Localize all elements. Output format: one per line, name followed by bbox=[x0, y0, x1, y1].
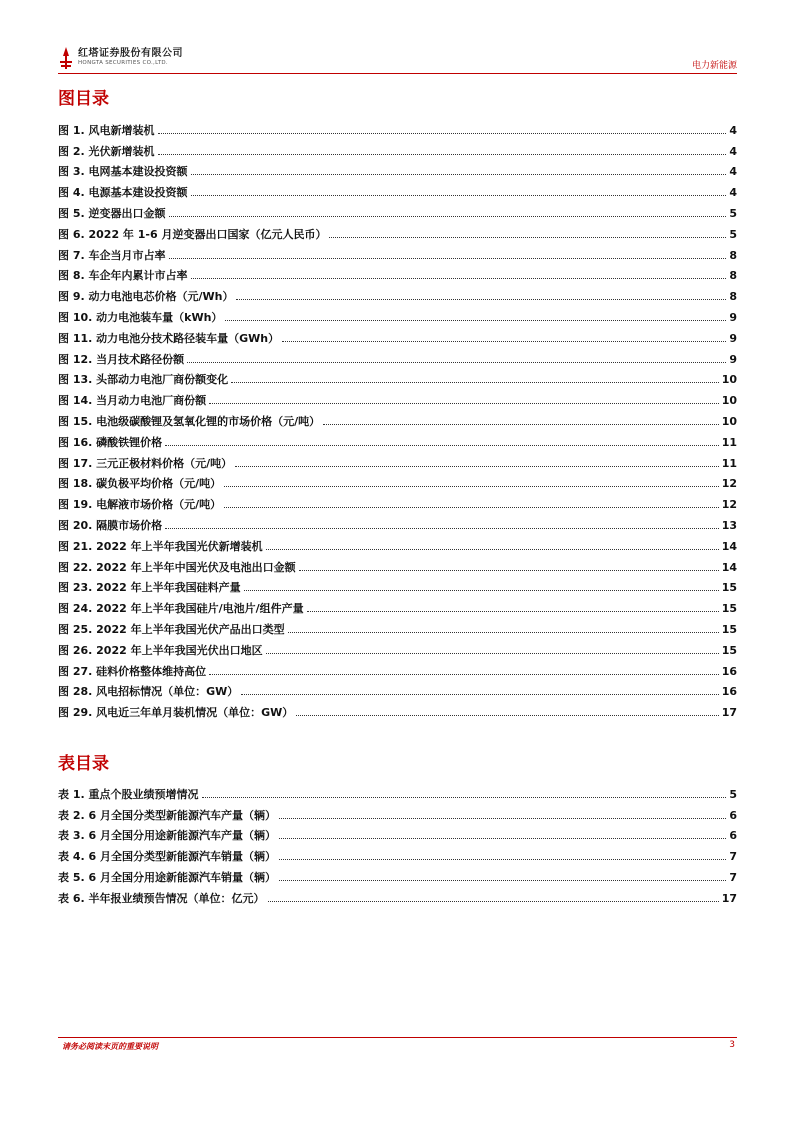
toc-entry-page: 10 bbox=[721, 373, 737, 387]
toc-leader-dots bbox=[266, 653, 719, 654]
figure-toc-entry[interactable] bbox=[58, 638, 737, 659]
toc-entry-label: 图 9. 动力电池电芯价格（元/Wh） bbox=[58, 290, 234, 304]
toc-leader-dots bbox=[296, 715, 718, 716]
toc-entry-page: 11 bbox=[721, 456, 737, 470]
tables-toc-title: 表目录 bbox=[58, 754, 109, 774]
toc-entry-label: 图 5. 逆变器出口金额 bbox=[58, 206, 166, 220]
toc-entry-page: 4 bbox=[729, 123, 737, 137]
toc-leader-dots bbox=[209, 674, 719, 675]
toc-entry-label: 图 14. 当月动力电池厂商份额 bbox=[58, 394, 207, 408]
page-number: 3 bbox=[729, 1040, 735, 1050]
toc-entry-page: 5 bbox=[729, 206, 737, 220]
toc-leader-dots bbox=[299, 570, 719, 571]
company-logo bbox=[58, 44, 183, 72]
toc-entry-label: 表 3. 6 月全国分用途新能源汽车产量（辆） bbox=[58, 829, 276, 843]
figure-toc-entry[interactable] bbox=[58, 596, 737, 617]
figure-toc-entry[interactable] bbox=[58, 264, 737, 285]
toc-leader-dots bbox=[165, 528, 719, 529]
toc-leader-dots bbox=[165, 445, 719, 446]
toc-entry-page: 8 bbox=[729, 290, 737, 304]
toc-entry-label: 表 6. 半年报业绩预告情况（单位：亿元） bbox=[58, 891, 265, 905]
toc-leader-dots bbox=[329, 237, 726, 238]
toc-entry-label: 图 11. 动力电池分技术路径装车量（GWh） bbox=[58, 331, 280, 345]
figure-toc-entry[interactable] bbox=[58, 617, 737, 638]
figure-toc-entry[interactable] bbox=[58, 492, 737, 513]
toc-leader-dots bbox=[279, 838, 726, 839]
toc-leader-dots bbox=[279, 859, 726, 860]
toc-entry-page: 16 bbox=[721, 685, 737, 699]
figure-toc-entry[interactable] bbox=[58, 659, 737, 680]
toc-entry-page: 9 bbox=[729, 352, 737, 366]
figure-toc-entry[interactable] bbox=[58, 700, 737, 721]
figure-toc-entry[interactable] bbox=[58, 347, 737, 368]
company-name-en: HONGTA SECURITIES CO.,LTD. bbox=[78, 60, 168, 67]
toc-entry-page: 14 bbox=[721, 539, 737, 553]
figure-toc-entry[interactable] bbox=[58, 409, 737, 430]
report-section: 电力新能源 bbox=[691, 61, 737, 71]
figure-toc-entry[interactable] bbox=[58, 680, 737, 701]
toc-leader-dots bbox=[169, 216, 727, 217]
figures-toc-title: 图目录 bbox=[58, 89, 109, 109]
toc-entry-label: 图 17. 三元正极材料价格（元/吨） bbox=[58, 456, 233, 470]
toc-leader-dots bbox=[158, 133, 727, 134]
toc-entry-label: 图 3. 电网基本建设投资额 bbox=[58, 165, 188, 179]
toc-leader-dots bbox=[236, 299, 726, 300]
figure-toc-entry[interactable] bbox=[58, 180, 737, 201]
toc-entry-page: 14 bbox=[721, 560, 737, 574]
figure-toc-entry[interactable] bbox=[58, 201, 737, 222]
figure-toc-entry[interactable] bbox=[58, 555, 737, 576]
toc-entry-label: 图 8. 车企年内累计市占率 bbox=[58, 269, 188, 283]
figure-toc-entry[interactable] bbox=[58, 139, 737, 160]
figure-toc-entry[interactable] bbox=[58, 368, 737, 389]
toc-entry-label: 图 19. 电解液市场价格（元/吨） bbox=[58, 498, 222, 512]
toc-entry-label: 表 2. 6 月全国分类型新能源汽车产量（辆） bbox=[58, 808, 276, 822]
table-toc-entry[interactable] bbox=[58, 886, 737, 907]
toc-entry-label: 图 13. 头部动力电池厂商份额变化 bbox=[58, 373, 229, 387]
table-toc-entry[interactable] bbox=[58, 844, 737, 865]
toc-entry-label: 图 27. 硅料价格整体维持高位 bbox=[58, 664, 207, 678]
toc-entry-page: 4 bbox=[729, 165, 737, 179]
tables-toc-list bbox=[58, 782, 737, 907]
toc-entry-page: 15 bbox=[721, 581, 737, 595]
toc-entry-label: 图 23. 2022 年上半年我国硅料产量 bbox=[58, 581, 241, 595]
toc-entry-label: 表 1. 重点个股业绩预增情况 bbox=[58, 787, 199, 801]
toc-entry-page: 13 bbox=[721, 518, 737, 532]
figure-toc-entry[interactable] bbox=[58, 472, 737, 493]
toc-entry-page: 7 bbox=[729, 850, 737, 864]
figure-toc-entry[interactable] bbox=[58, 243, 737, 264]
toc-leader-dots bbox=[191, 278, 727, 279]
figure-toc-entry[interactable] bbox=[58, 513, 737, 534]
toc-entry-page: 6 bbox=[729, 808, 737, 822]
toc-entry-label: 图 12. 当月技术路径份额 bbox=[58, 352, 185, 366]
toc-entry-label: 图 26. 2022 年上半年我国光伏出口地区 bbox=[58, 643, 263, 657]
toc-entry-page: 7 bbox=[729, 870, 737, 884]
toc-entry-label: 图 20. 隔膜市场价格 bbox=[58, 518, 163, 532]
toc-leader-dots bbox=[244, 590, 719, 591]
toc-entry-label: 图 24. 2022 年上半年我国硅片/电池片/组件产量 bbox=[58, 602, 304, 616]
toc-entry-page: 9 bbox=[729, 331, 737, 345]
toc-entry-page: 15 bbox=[721, 602, 737, 616]
hongta-logo-icon bbox=[58, 47, 74, 69]
toc-entry-page: 10 bbox=[721, 414, 737, 428]
toc-leader-dots bbox=[209, 403, 719, 404]
toc-leader-dots bbox=[187, 362, 726, 363]
toc-leader-dots bbox=[231, 382, 719, 383]
toc-leader-dots bbox=[224, 486, 719, 487]
figure-toc-entry[interactable] bbox=[58, 118, 737, 139]
toc-leader-dots bbox=[241, 694, 718, 695]
table-toc-entry[interactable] bbox=[58, 782, 737, 803]
toc-leader-dots bbox=[235, 466, 719, 467]
toc-entry-label: 图 16. 磷酸铁锂价格 bbox=[58, 435, 163, 449]
toc-entry-label: 图 28. 风电招标情况（单位：GW） bbox=[58, 685, 239, 699]
toc-entry-label: 图 18. 碳负极平均价格（元/吨） bbox=[58, 477, 222, 491]
figures-toc-list bbox=[58, 118, 737, 721]
toc-entry-page: 6 bbox=[729, 829, 737, 843]
figure-toc-entry[interactable] bbox=[58, 388, 737, 409]
toc-entry-label: 图 6. 2022 年 1-6 月逆变器出口国家（亿元人民币） bbox=[58, 227, 327, 241]
figure-toc-entry[interactable] bbox=[58, 576, 737, 597]
toc-entry-page: 8 bbox=[729, 269, 737, 283]
toc-entry-label: 图 2. 光伏新增装机 bbox=[58, 144, 155, 158]
toc-leader-dots bbox=[323, 424, 719, 425]
toc-entry-label: 图 7. 车企当月市占率 bbox=[58, 248, 166, 262]
toc-leader-dots bbox=[279, 880, 726, 881]
figure-toc-entry[interactable] bbox=[58, 222, 737, 243]
toc-entry-label: 图 29. 风电近三年单月装机情况（单位：GW） bbox=[58, 706, 294, 720]
toc-leader-dots bbox=[169, 258, 727, 259]
toc-entry-page: 12 bbox=[721, 498, 737, 512]
toc-leader-dots bbox=[202, 797, 727, 798]
toc-entry-page: 12 bbox=[721, 477, 737, 491]
toc-leader-dots bbox=[225, 320, 726, 321]
figure-toc-entry[interactable] bbox=[58, 534, 737, 555]
toc-leader-dots bbox=[279, 818, 726, 819]
figure-toc-entry[interactable] bbox=[58, 160, 737, 181]
footer-disclaimer: 请务必阅读末页的重要说明 bbox=[62, 1042, 158, 1051]
table-toc-entry[interactable] bbox=[58, 803, 737, 824]
figure-toc-entry[interactable] bbox=[58, 326, 737, 347]
toc-entry-page: 8 bbox=[729, 248, 737, 262]
toc-entry-label: 表 4. 6 月全国分类型新能源汽车销量（辆） bbox=[58, 850, 276, 864]
toc-entry-label: 图 25. 2022 年上半年我国光伏产品出口类型 bbox=[58, 622, 285, 636]
toc-entry-page: 15 bbox=[721, 622, 737, 636]
page-header bbox=[58, 40, 737, 72]
toc-leader-dots bbox=[268, 901, 719, 902]
toc-entry-page: 11 bbox=[721, 435, 737, 449]
table-toc-entry[interactable] bbox=[58, 865, 737, 886]
toc-leader-dots bbox=[288, 632, 719, 633]
toc-entry-page: 9 bbox=[729, 310, 737, 324]
toc-entry-label: 图 1. 风电新增装机 bbox=[58, 123, 155, 137]
figure-toc-entry[interactable] bbox=[58, 284, 737, 305]
toc-entry-label: 图 21. 2022 年上半年我国光伏新增装机 bbox=[58, 539, 263, 553]
toc-entry-page: 10 bbox=[721, 394, 737, 408]
toc-leader-dots bbox=[307, 611, 719, 612]
toc-entry-page: 17 bbox=[721, 706, 737, 720]
toc-entry-page: 17 bbox=[721, 891, 737, 905]
toc-leader-dots bbox=[191, 174, 727, 175]
toc-entry-page: 5 bbox=[729, 227, 737, 241]
toc-leader-dots bbox=[266, 549, 719, 550]
figure-toc-entry[interactable] bbox=[58, 451, 737, 472]
footer-divider bbox=[58, 1037, 737, 1038]
header-divider bbox=[58, 73, 737, 74]
toc-leader-dots bbox=[282, 341, 726, 342]
toc-entry-label: 图 15. 电池级碳酸锂及氢氧化锂的市场价格（元/吨） bbox=[58, 414, 321, 428]
figure-toc-entry[interactable] bbox=[58, 305, 737, 326]
toc-leader-dots bbox=[158, 154, 727, 155]
toc-entry-page: 4 bbox=[729, 144, 737, 158]
toc-entry-page: 16 bbox=[721, 664, 737, 678]
toc-entry-page: 4 bbox=[729, 186, 737, 200]
toc-entry-page: 5 bbox=[729, 787, 737, 801]
toc-leader-dots bbox=[191, 195, 727, 196]
toc-entry-page: 15 bbox=[721, 643, 737, 657]
figure-toc-entry[interactable] bbox=[58, 430, 737, 451]
table-toc-entry[interactable] bbox=[58, 824, 737, 845]
company-name-cn: 红塔证券股份有限公司 bbox=[78, 48, 183, 60]
toc-entry-label: 图 10. 动力电池装车量（kWh） bbox=[58, 310, 223, 324]
toc-entry-label: 图 4. 电源基本建设投资额 bbox=[58, 186, 188, 200]
toc-leader-dots bbox=[224, 507, 719, 508]
toc-entry-label: 表 5. 6 月全国分用途新能源汽车销量（辆） bbox=[58, 870, 276, 884]
toc-entry-label: 图 22. 2022 年上半年中国光伏及电池出口金额 bbox=[58, 560, 296, 574]
